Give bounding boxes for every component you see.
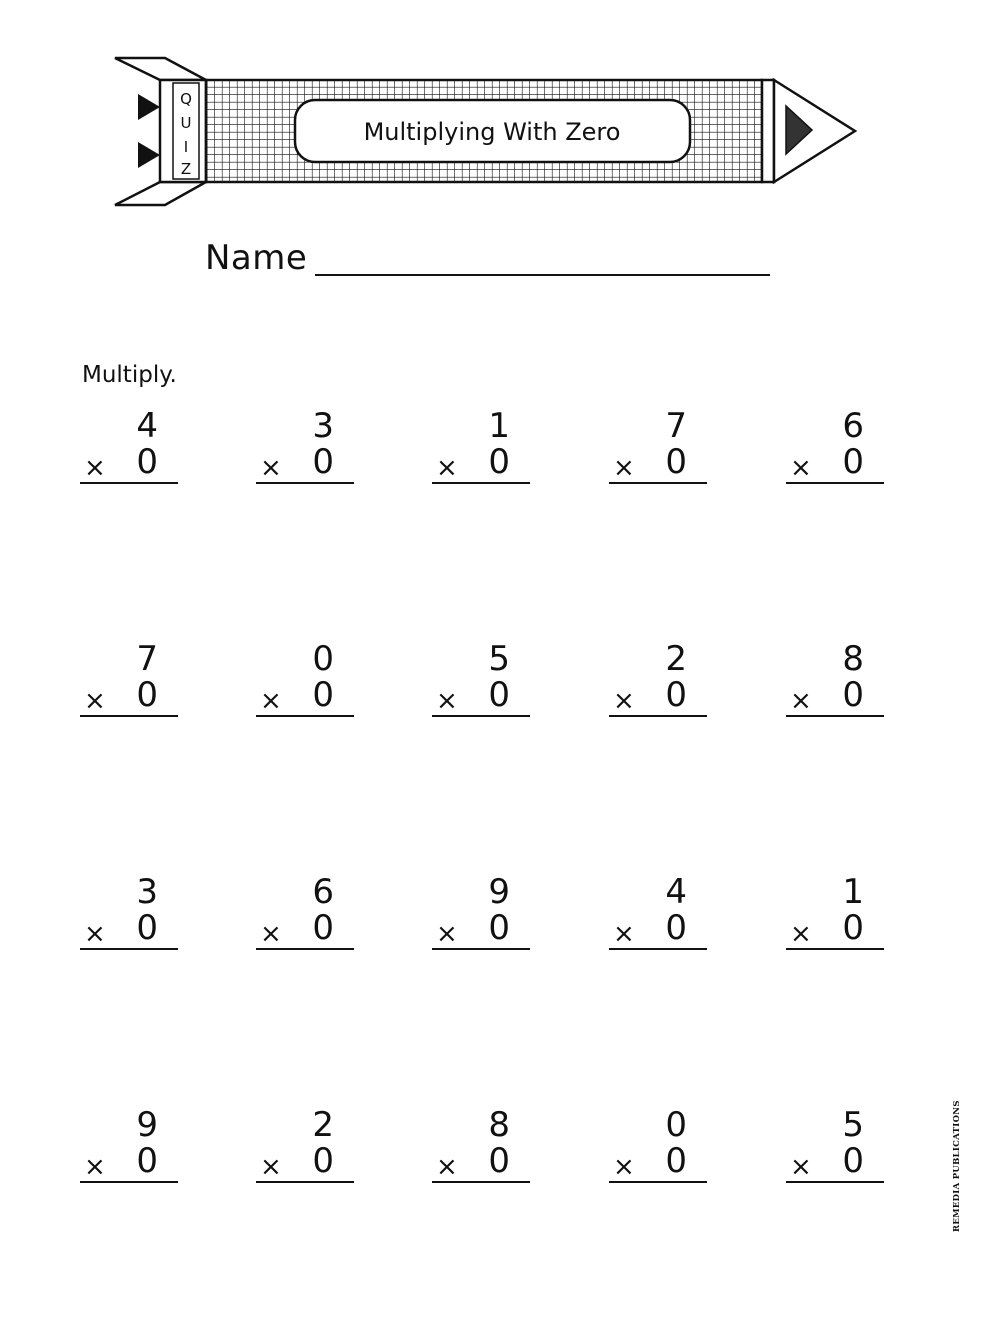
triangle-icon bbox=[138, 142, 160, 168]
quiz-title: Multiplying With Zero bbox=[363, 118, 621, 146]
publisher-credit: REMEDIA PUBLICATIONS bbox=[952, 1100, 962, 1232]
multiplicand: 9 bbox=[136, 1105, 158, 1145]
times-icon: × bbox=[613, 686, 635, 716]
multiplicand: 4 bbox=[136, 406, 158, 446]
answer-line[interactable] bbox=[609, 948, 707, 950]
quiz-letter: U bbox=[180, 114, 192, 132]
times-icon: × bbox=[260, 453, 282, 483]
multiplier: 0 bbox=[488, 442, 510, 482]
multiplier: 0 bbox=[842, 908, 864, 948]
answer-line[interactable] bbox=[786, 482, 884, 484]
multiplier: 0 bbox=[136, 908, 158, 948]
multiplier: 0 bbox=[842, 442, 864, 482]
multiplicand: 1 bbox=[488, 406, 510, 446]
multiplier: 0 bbox=[312, 675, 334, 715]
multiplicand: 6 bbox=[312, 872, 334, 912]
times-icon: × bbox=[436, 453, 458, 483]
answer-line[interactable] bbox=[80, 948, 178, 950]
answer-line[interactable] bbox=[786, 715, 884, 717]
times-icon: × bbox=[613, 453, 635, 483]
problem bbox=[786, 874, 884, 954]
rocket-fin-bottom bbox=[115, 182, 206, 205]
problem bbox=[609, 1107, 707, 1187]
name-write-line[interactable] bbox=[315, 274, 770, 276]
problem bbox=[80, 408, 178, 488]
multiplier: 0 bbox=[842, 675, 864, 715]
multiplicand: 3 bbox=[136, 872, 158, 912]
multiplier: 0 bbox=[488, 675, 510, 715]
multiplicand: 9 bbox=[488, 872, 510, 912]
answer-line[interactable] bbox=[432, 715, 530, 717]
multiplier: 0 bbox=[665, 1141, 687, 1181]
problem bbox=[786, 1107, 884, 1187]
answer-line[interactable] bbox=[609, 1181, 707, 1183]
multiplier: 0 bbox=[665, 675, 687, 715]
multiplicand: 8 bbox=[842, 639, 864, 679]
multiplicand: 0 bbox=[665, 1105, 687, 1145]
problem bbox=[432, 408, 530, 488]
answer-line[interactable] bbox=[609, 715, 707, 717]
problem bbox=[786, 408, 884, 488]
rocket-fin-top bbox=[115, 58, 206, 80]
problem-row bbox=[80, 1107, 890, 1340]
name-label: Name bbox=[205, 238, 308, 278]
answer-line[interactable] bbox=[786, 1181, 884, 1183]
problem bbox=[432, 641, 530, 721]
times-icon: × bbox=[436, 686, 458, 716]
answer-line[interactable] bbox=[256, 715, 354, 717]
quiz-letter: Z bbox=[180, 160, 192, 178]
answer-line[interactable] bbox=[256, 482, 354, 484]
multiplicand: 7 bbox=[665, 406, 687, 446]
problem bbox=[432, 1107, 530, 1187]
times-icon: × bbox=[613, 919, 635, 949]
problem bbox=[256, 874, 354, 954]
answer-line[interactable] bbox=[609, 482, 707, 484]
multiplicand: 5 bbox=[842, 1105, 864, 1145]
quiz-letter: I bbox=[183, 138, 189, 156]
times-icon: × bbox=[613, 1152, 635, 1182]
multiplier: 0 bbox=[312, 908, 334, 948]
times-icon: × bbox=[84, 1152, 106, 1182]
multiplicand: 3 bbox=[312, 406, 334, 446]
instruction-text: Multiply. bbox=[82, 362, 177, 388]
multiplicand: 2 bbox=[665, 639, 687, 679]
times-icon: × bbox=[260, 919, 282, 949]
multiplicand: 0 bbox=[312, 639, 334, 679]
problem bbox=[256, 1107, 354, 1187]
multiplier: 0 bbox=[136, 675, 158, 715]
multiplier: 0 bbox=[136, 1141, 158, 1181]
times-icon: × bbox=[260, 1152, 282, 1182]
problem bbox=[80, 874, 178, 954]
multiplier: 0 bbox=[665, 908, 687, 948]
times-icon: × bbox=[790, 919, 812, 949]
times-icon: × bbox=[260, 686, 282, 716]
multiplier: 0 bbox=[488, 908, 510, 948]
problem-row bbox=[80, 641, 890, 874]
times-icon: × bbox=[790, 686, 812, 716]
problem bbox=[609, 641, 707, 721]
problem bbox=[786, 641, 884, 721]
multiplicand: 1 bbox=[842, 872, 864, 912]
problem bbox=[256, 408, 354, 488]
rocket-banner bbox=[110, 50, 860, 215]
problem-row bbox=[80, 408, 890, 641]
multiplier: 0 bbox=[136, 442, 158, 482]
problem bbox=[256, 641, 354, 721]
problem bbox=[432, 874, 530, 954]
multiplier: 0 bbox=[842, 1141, 864, 1181]
problem-grid bbox=[80, 408, 890, 1340]
problem-row bbox=[80, 874, 890, 1107]
multiplier: 0 bbox=[312, 442, 334, 482]
multiplicand: 6 bbox=[842, 406, 864, 446]
multiplier: 0 bbox=[312, 1141, 334, 1181]
answer-line[interactable] bbox=[80, 1181, 178, 1183]
answer-line[interactable] bbox=[80, 715, 178, 717]
multiplicand: 7 bbox=[136, 639, 158, 679]
answer-line[interactable] bbox=[432, 948, 530, 950]
triangle-icon bbox=[138, 94, 160, 120]
times-icon: × bbox=[84, 453, 106, 483]
problem bbox=[80, 641, 178, 721]
answer-line[interactable] bbox=[432, 482, 530, 484]
multiplicand: 5 bbox=[488, 639, 510, 679]
answer-line[interactable] bbox=[256, 1181, 354, 1183]
problem bbox=[80, 1107, 178, 1187]
times-icon: × bbox=[790, 453, 812, 483]
problem bbox=[609, 408, 707, 488]
answer-line[interactable] bbox=[80, 482, 178, 484]
answer-line[interactable] bbox=[432, 1181, 530, 1183]
answer-line[interactable] bbox=[786, 948, 884, 950]
times-icon: × bbox=[84, 686, 106, 716]
multiplicand: 8 bbox=[488, 1105, 510, 1145]
times-icon: × bbox=[84, 919, 106, 949]
answer-line[interactable] bbox=[256, 948, 354, 950]
quiz-letter: Q bbox=[180, 90, 192, 108]
problem bbox=[609, 874, 707, 954]
multiplier: 0 bbox=[665, 442, 687, 482]
times-icon: × bbox=[436, 919, 458, 949]
multiplier: 0 bbox=[488, 1141, 510, 1181]
times-icon: × bbox=[436, 1152, 458, 1182]
times-icon: × bbox=[790, 1152, 812, 1182]
multiplicand: 4 bbox=[665, 872, 687, 912]
multiplicand: 2 bbox=[312, 1105, 334, 1145]
